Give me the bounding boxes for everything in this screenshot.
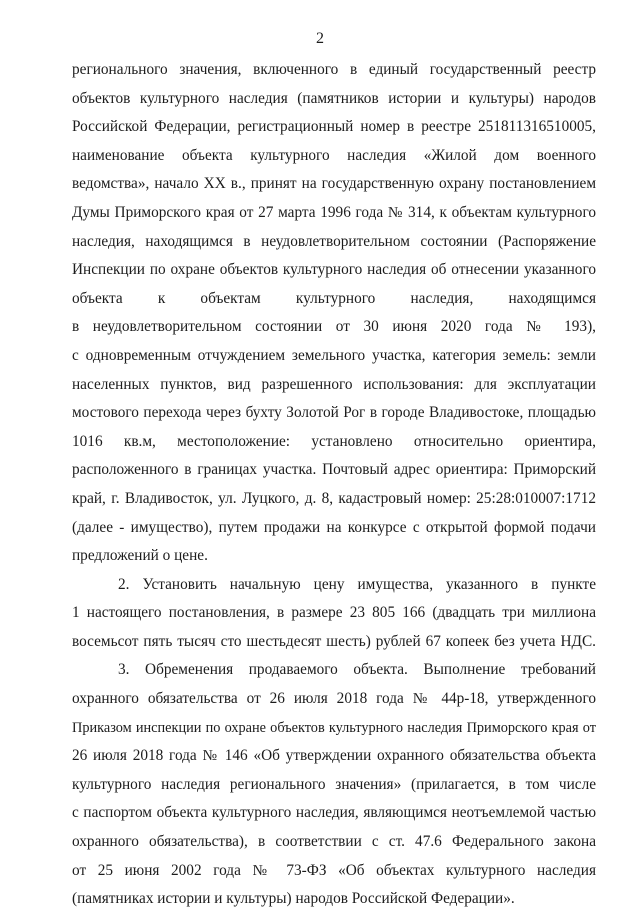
text-line: объекта к объектам культурного наследия, находящимся	[72, 289, 596, 307]
text-line: ведомства», начало XX в., принят на государственную охрану постановлением	[72, 175, 596, 193]
document-body	[72, 56, 596, 914]
text-line: расположенного в границах участка. Почтовый адрес ориентира: Приморский	[72, 461, 596, 479]
text-line: с паспортом объекта культурного наследия, являющимся неотъемлемой частью	[72, 804, 596, 822]
text-line: культурного наследия регионального значения» (прилагается, в том числе	[72, 775, 596, 793]
text-line: Приказом инспекции по охране объектов культурного наследия Приморского края от	[72, 719, 596, 736]
text-line: 1016 кв.м, местоположение: установлено относительно ориентира,	[72, 432, 596, 450]
text-line: мостового перехода через бухту Золотой Рог в городе Владивостоке, площадью	[72, 404, 596, 422]
text-line: от 25 июня 2002 года № 73-ФЗ «Об объектах культурного наследия	[72, 861, 596, 879]
text-line: регионального значения, включенного в единый государственный реестр	[72, 61, 596, 78]
text-line: в неудовлетворительном состоянии от 30 июня 2020 года № 193),	[72, 318, 596, 336]
text-line: населенных пунктов, вид разрешенного использования: для эксплуатации	[72, 375, 596, 393]
text-line: 2. Установить начальную цену имущества, указанного в пункте	[118, 575, 596, 593]
text-line: Инспекции по охране объектов культурного наследия об отнесении указанного	[72, 261, 596, 279]
text-line: восемьсот пять тысяч сто шестьдесят шесть) рублей 67 копеек без учета НДС.	[72, 632, 596, 650]
text-line: край, г. Владивосток, ул. Луцкого, д. 8, кадастровый номер: 25:28:010007:1712	[72, 489, 596, 507]
text-line: предложений о цене.	[72, 547, 208, 565]
text-line: наследия, находящимся в неудовлетворительном состоянии (Распоряжение	[72, 232, 596, 250]
text-line: (памятниках истории и культуры) народов Российской Федерации».	[72, 890, 515, 908]
text-line: 26 июля 2018 года № 146 «Об утверждении охранного обязательства объекта	[72, 747, 596, 765]
text-line: с одновременным отчуждением земельного участка, категория земель: земли	[72, 346, 596, 364]
text-line: объектов культурного наследия (памятников истории и культуры) народов	[72, 89, 596, 107]
text-line: охранного обязательства от 26 июля 2018 года № 44р-18, утвержденного	[72, 690, 596, 708]
text-line: наименование объекта культурного наследия «Жилой дом военного	[72, 146, 596, 164]
text-line: Российской Федерации, регистрационный номер в реестре 251811316510005,	[72, 118, 596, 136]
text-line: охранного обязательства), в соответствии с ст. 47.6 Федерального закона	[72, 833, 596, 851]
text-line: (далее - имущество), путем продажи на конкурсе с открытой формой подачи	[72, 518, 596, 536]
text-line: 3. Обременения продаваемого объекта. Выполнение требований	[118, 661, 596, 679]
text-line: 1 настоящего постановления, в размере 23 805 166 (двадцать три миллиона	[72, 604, 596, 622]
page-number: 2	[316, 30, 324, 47]
text-line: Думы Приморского края от 27 марта 1996 года № 314, к объектам культурного	[72, 203, 596, 221]
